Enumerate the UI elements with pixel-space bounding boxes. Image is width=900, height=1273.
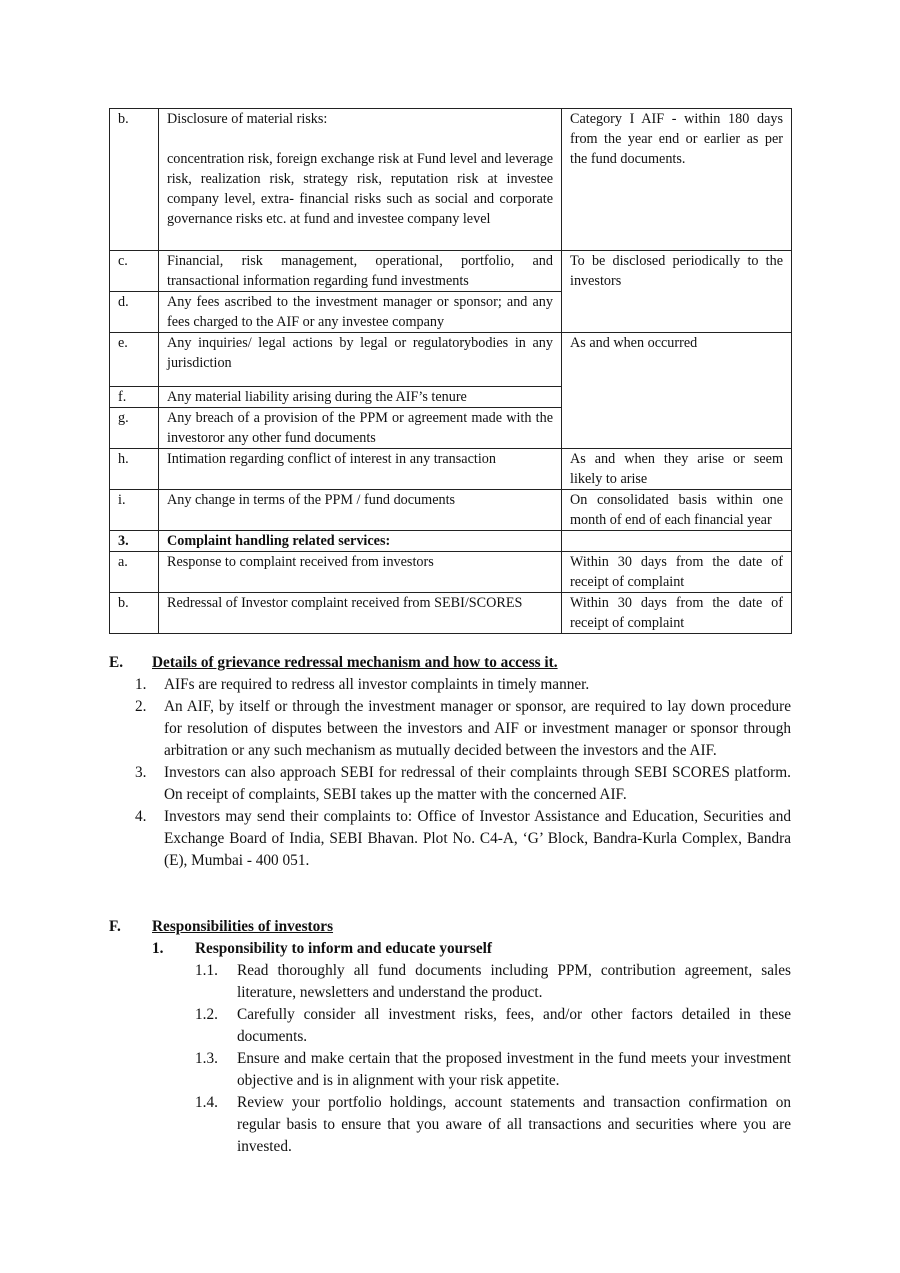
list-item	[109, 762, 791, 806]
row-timeline: Within 30 days from the date of receipt of complaint	[562, 593, 792, 634]
row-description-title: Disclosure of material risks:	[167, 111, 328, 127]
section-grievance-redressal	[109, 652, 791, 872]
list-item-text: Investors may send their complaints to: Office of Investor Assistance and Education, Securities and Exchange Board of India, SEBI Bhavan. Plot No. C4-A, ‘G’ Block, Bandra-Kurla Complex, Bandra (E), Mumbai - 400 051.	[164, 808, 791, 869]
row-timeline-empty	[562, 531, 792, 552]
list-item-text: Ensure and make certain that the proposed investment in the fund meets your investment objective and is in alignment with your risk appetite.	[237, 1050, 791, 1089]
list-item	[109, 1048, 791, 1092]
list-item	[109, 1004, 791, 1048]
row-label: i.	[110, 490, 159, 531]
list-item-number: 1.2.	[195, 1006, 218, 1023]
row-timeline: Within 30 days from the date of receipt of complaint	[562, 552, 792, 593]
section-letter: F.	[109, 918, 121, 935]
list-item	[109, 806, 791, 872]
list-item	[109, 696, 791, 762]
list-item-number: 3.	[135, 764, 147, 781]
row-label: 3.	[110, 531, 159, 552]
section-heading	[109, 916, 791, 938]
list-item-text: AIFs are required to redress all investor complaints in timely manner.	[164, 676, 590, 693]
row-description-body: concentration risk, foreign exchange risk at Fund level and leverage risk, realization risk, strategy risk, reputation risk at investee company level, extra- financial risks such as social and corporate governance risks etc. at fund and investee company level	[167, 151, 553, 227]
list-item-text: An AIF, by itself or through the investment manager or sponsor, are required to lay down procedure for resolution of disputes between the investors and AIF or investment manager or sponsor through arbitration or any such mechanism as mutually decided between the investors and the AIF.	[164, 698, 791, 759]
list-item	[109, 1092, 791, 1158]
disclosure-table	[109, 108, 792, 634]
section-title: Details of grievance redressal mechanism and how to access it.	[152, 654, 558, 671]
row-label: g.	[110, 408, 159, 449]
list-item-number: 1.4.	[195, 1094, 218, 1111]
list-item	[109, 960, 791, 1004]
row-label: a.	[110, 552, 159, 593]
list-item-text: Review your portfolio holdings, account statements and transaction confirmation on regular basis to ensure that you aware of all transactions and securities where you are invested.	[237, 1094, 791, 1155]
row-description: Any fees ascribed to the investment manager or sponsor; and any fees charged to the AIF or any investee company	[159, 292, 562, 333]
table-row	[110, 552, 792, 593]
list-item-number: 4.	[135, 808, 147, 825]
list-item-text: Carefully consider all investment risks, fees, and/or other factors detailed in these documents.	[237, 1006, 791, 1045]
row-timeline: As and when occurred	[562, 333, 792, 449]
table-row	[110, 593, 792, 634]
list-item-number: 1.	[135, 676, 147, 693]
section-letter: E.	[109, 654, 124, 671]
list-item-text: Investors can also approach SEBI for redressal of their complaints through SEBI SCORES platform. On receipt of complaints, SEBI takes up the matter with the concerned AIF.	[164, 764, 791, 803]
table-row	[110, 490, 792, 531]
row-description: Any inquiries/ legal actions by legal or regulatorybodies in any jurisdiction	[159, 333, 562, 387]
row-description	[159, 109, 562, 251]
row-label: e.	[110, 333, 159, 387]
section-title: Responsibilities of investors	[152, 918, 334, 935]
row-description: Any breach of a provision of the PPM or agreement made with the investoror any other fund documents	[159, 408, 562, 449]
list-item-number: 1.3.	[195, 1050, 218, 1067]
row-description: Redressal of Investor complaint received from SEBI/SCORES	[159, 593, 562, 634]
row-label: h.	[110, 449, 159, 490]
list-item	[109, 674, 791, 696]
list-item-number: 2.	[135, 698, 147, 715]
row-label: f.	[110, 387, 159, 408]
subsection-title: Responsibility to inform and educate yourself	[195, 940, 493, 957]
table-row	[110, 449, 792, 490]
row-timeline: On consolidated basis within one month of end of each financial year	[562, 490, 792, 531]
section-heading	[109, 652, 791, 674]
row-timeline: As and when they arise or seem likely to arise	[562, 449, 792, 490]
subsection-heading	[109, 938, 791, 960]
row-description: Complaint handling related services:	[159, 531, 562, 552]
row-timeline: Category I AIF - within 180 days from the year end or earlier as per the fund documents.	[562, 109, 792, 251]
row-description: Response to complaint received from investors	[159, 552, 562, 593]
list-item-text: Read thoroughly all fund documents including PPM, contribution agreement, sales literature, newsletters and understand the product.	[237, 962, 791, 1001]
subsection-number: 1.	[152, 940, 164, 957]
table-row	[110, 531, 792, 552]
row-label: b.	[110, 593, 159, 634]
row-description: Financial, risk management, operational, portfolio, and transactional information regarding fund investments	[159, 251, 562, 292]
list-item-number: 1.1.	[195, 962, 218, 979]
table-row	[110, 251, 792, 292]
table-row	[110, 109, 792, 251]
row-label: c.	[110, 251, 159, 292]
row-label: d.	[110, 292, 159, 333]
table-row	[110, 333, 792, 387]
row-description: Intimation regarding conflict of interest in any transaction	[159, 449, 562, 490]
row-timeline: To be disclosed periodically to the investors	[562, 251, 792, 333]
row-description: Any material liability arising during the AIF’s tenure	[159, 387, 562, 408]
section-investor-responsibilities	[109, 916, 791, 1158]
row-label: b.	[110, 109, 159, 251]
row-description: Any change in terms of the PPM / fund documents	[159, 490, 562, 531]
